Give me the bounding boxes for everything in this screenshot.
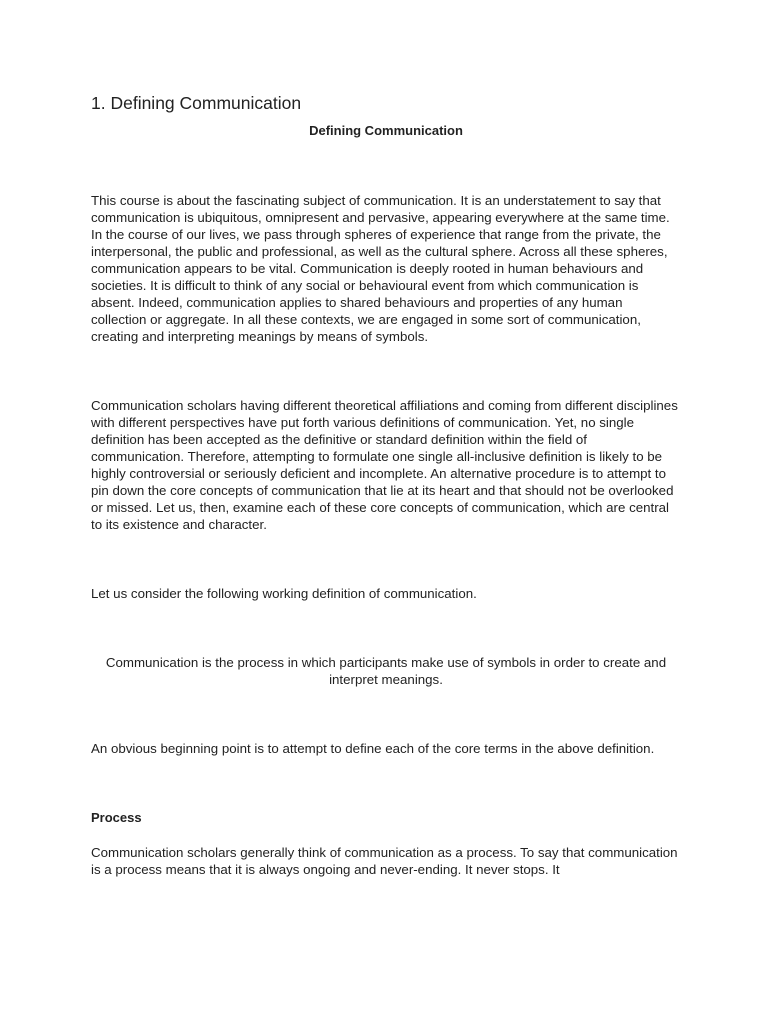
document-subtitle: Defining Communication	[309, 123, 463, 138]
page-title: 1. Defining Communication	[91, 93, 302, 113]
paragraph-beginning-point: An obvious beginning point is to attempt to define each of the core terms in the above definition.	[91, 741, 655, 756]
paragraph-process: Communication scholars generally think of communication as a process. To say that communication is a process means that it is always ongoing and never-ending. It never stops. It	[91, 845, 678, 877]
paragraph-definition-quote: Communication is the process in which participants make use of symbols in order to create and interpret meanings.	[105, 655, 667, 687]
paragraph-intro: This course is about the fascinating subject of communication. It is an understatement to say that communication is ubiquitous, omnipresent and pervasive, appearing everywhere at the same time. In the course of our lives, we pass through spheres of experience that range from the private, the interpersonal, the public and professional, as well as the cultural sphere. Across all these spheres, communication appears to be vital. Communication is deeply rooted in human behaviours and societies. It is difficult to think of any social or behavioural event from which communication is absent. Indeed, communication applies to shared behaviours and properties of any human collection or aggregate. In all these contexts, we are engaged in some sort of communication, creating and interpreting meanings by means of symbols.	[91, 193, 670, 344]
paragraph-working-definition-intro: Let us consider the following working definition of communication.	[91, 586, 477, 601]
document-body	[91, 92, 681, 878]
section-heading-process: Process	[91, 810, 142, 825]
paragraph-scholars: Communication scholars having different theoretical affiliations and coming from different disciplines with different perspectives have put forth various definitions of communication. Yet, no single definition has been accepted as the definitive or standard definition within the field of communication. Therefore, attempting to formulate one single all-inclusive definition is likely to be highly controversial or seriously deficient and incomplete. An alternative procedure is to attempt to pin down the core concepts of communication that lie at its heart and that should not be overlooked or missed. Let us, then, examine each of these core concepts of communication, which are central to its existence and character.	[91, 398, 678, 532]
